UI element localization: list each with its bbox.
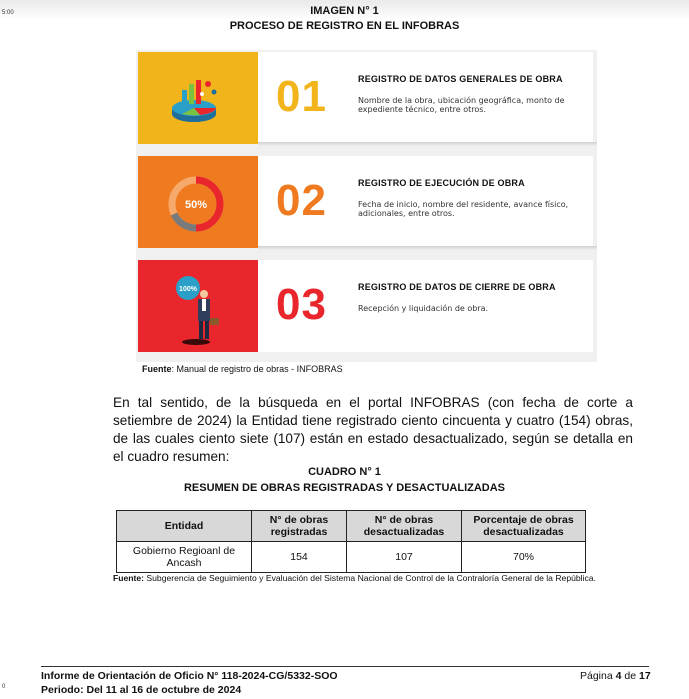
row-divider	[258, 142, 597, 146]
header-entidad: Entidad	[117, 511, 252, 542]
step-3-title: REGISTRO DE DATOS DE CIERRE DE OBRA	[358, 282, 556, 292]
step-2-title: REGISTRO DE EJECUCIÓN DE OBRA	[358, 178, 525, 188]
table-header-row	[117, 511, 586, 542]
step-3-content	[258, 260, 593, 352]
edge-mark-bottom: 0	[2, 684, 6, 690]
step-2-icon-panel	[138, 156, 258, 248]
businessman-100-icon	[138, 260, 258, 352]
step-3-icon-panel	[138, 260, 258, 352]
cell-entidad: Gobierno Regioanl de Ancash	[117, 542, 252, 573]
progress-50-label: 50%	[184, 199, 208, 211]
page-total: 17	[638, 670, 651, 682]
step-2-content	[258, 156, 593, 248]
footer-report: Informe de Orientación de Oficio N° 118-2024-CG/5332-SOO	[41, 670, 338, 682]
summary-table	[116, 510, 586, 573]
step-3-description: Recepción y liquidación de obra.	[358, 304, 489, 313]
progress-50-icon	[138, 156, 258, 248]
figure-source	[142, 364, 343, 374]
cell-desactualizadas: 107	[347, 542, 462, 573]
cell-registradas: 154	[252, 542, 347, 573]
step-row-1	[136, 50, 597, 146]
step-row-3	[136, 258, 597, 354]
header-porcentaje: Porcentaje de obras desactualizadas	[462, 511, 586, 542]
step-3-number: 03	[276, 280, 327, 329]
body-paragraph: En tal sentido, de la búsqueda en el portal INFOBRAS (con fecha de corte a setiembre de 2024) la Entidad tiene registrado ciento cincuenta y cuatro (154) obras, de las cuales ciento siete (107) están en estado desactualizado, según se detalla en el cuadro resumen:	[113, 395, 633, 464]
step-2-number: 02	[276, 176, 327, 225]
cell-porcentaje: 70%	[462, 542, 586, 573]
figure-source-label: Fuente	[142, 364, 172, 374]
figure-title: PROCESO DE REGISTRO EN EL INFOBRAS	[229, 20, 460, 32]
table-title: RESUMEN DE OBRAS REGISTRADAS Y DESACTUALIZADAS	[183, 482, 506, 494]
page-mid: de	[621, 670, 639, 682]
step-1-description: Nombre de la obra, ubicación geográfica, monto de expediente técnico, entre otros.	[358, 96, 565, 114]
footer-rule	[41, 666, 649, 667]
step-1-content	[258, 52, 593, 144]
table-source-text: Subgerencia de Seguimiento y Evaluación del Sistema Nacional de Control de la Contraloría General de la República.	[144, 573, 596, 583]
chart-3d-icon	[138, 52, 258, 144]
figure-source-text: : Manual de registro de obras - INFOBRAS	[171, 364, 343, 374]
table-source	[113, 573, 603, 584]
step-row-2	[136, 154, 597, 250]
header-desactualizadas: N° de obras desactualizadas	[347, 511, 462, 542]
edge-mark-top: 5:00	[2, 10, 14, 16]
page-current: 4	[615, 670, 622, 682]
process-infographic	[136, 50, 597, 362]
footer-period: Periodo: Del 11 al 16 de octubre de 2024	[41, 684, 242, 696]
header-registradas: N° de obras registradas	[252, 511, 347, 542]
step-2-description: Fecha de inicio, nombre del residente, avance físico, adicionales, entre otros.	[358, 200, 569, 218]
step-1-icon-panel	[138, 52, 258, 144]
page-prefix: Página	[580, 670, 616, 682]
page-number	[580, 670, 651, 682]
table-row	[117, 542, 586, 573]
row-divider	[258, 246, 597, 250]
table-source-label: Fuente:	[113, 573, 145, 583]
table-label: CUADRO N° 1	[308, 466, 381, 478]
step-1-title: REGISTRO DE DATOS GENERALES DE OBRA	[358, 74, 563, 84]
step-1-number: 01	[276, 72, 327, 121]
figure-label: IMAGEN N° 1	[310, 5, 379, 17]
progress-100-label: 100%	[179, 286, 197, 293]
